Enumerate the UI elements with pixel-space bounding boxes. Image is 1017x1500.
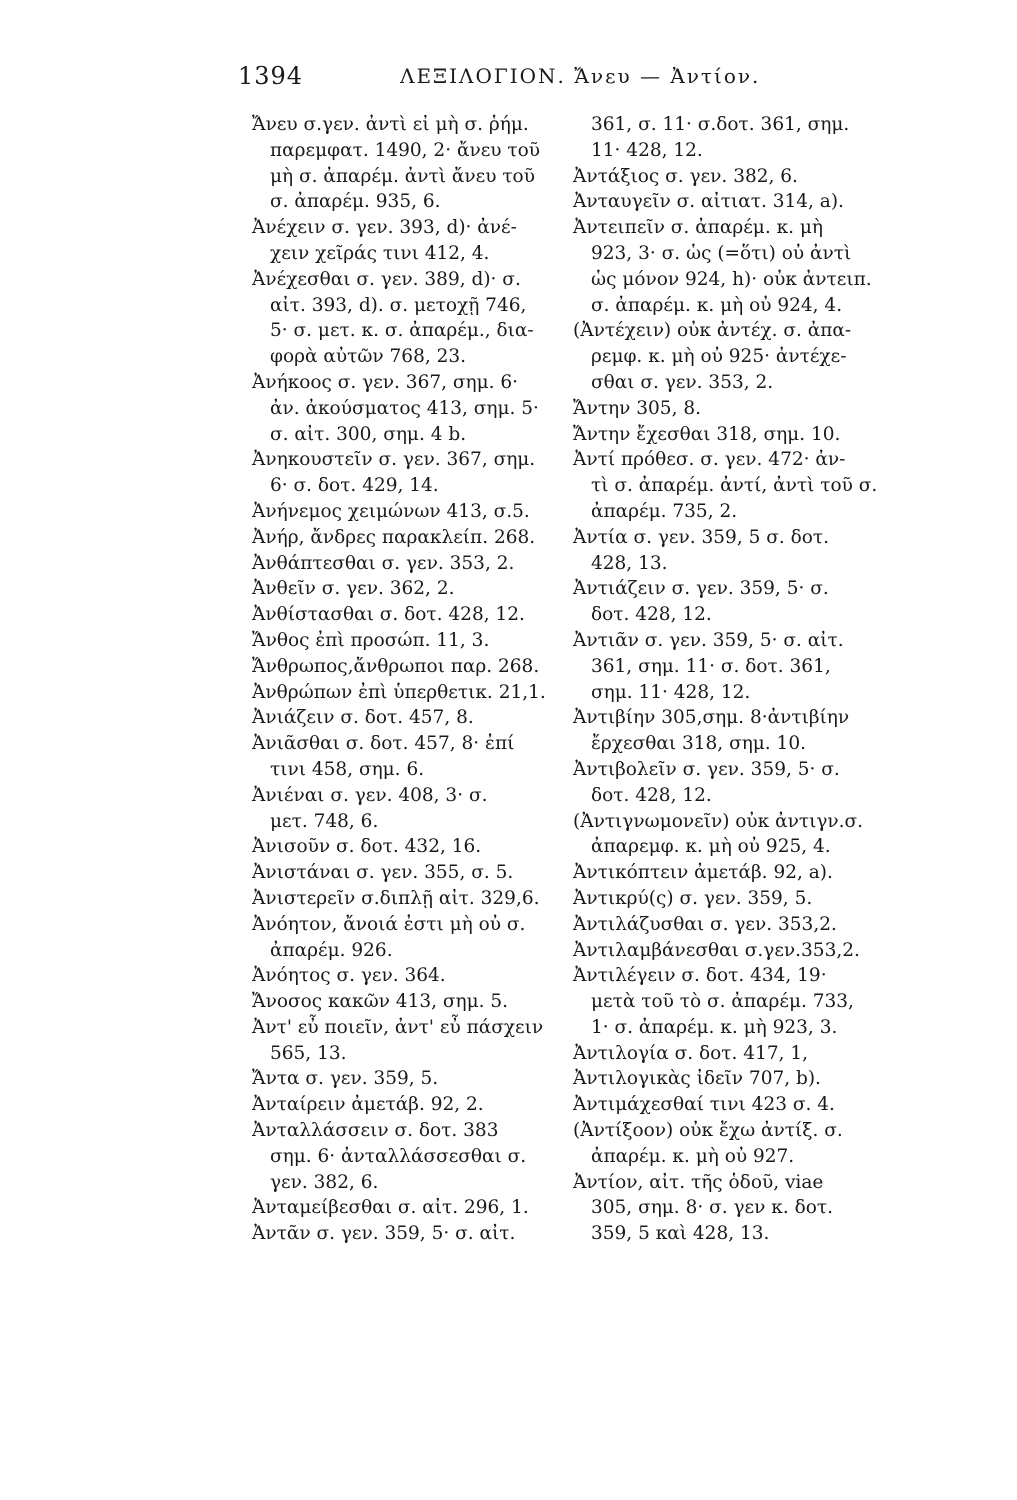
index-line: Ἀντιβολεῖν σ. γεν. 359, 5· σ. — [573, 758, 840, 780]
index-line: σ. ἀπαρέμ. κ. μὴ οὐ 924, 4. — [591, 294, 843, 316]
index-line: Ἀντικόπτειν ἀμετάβ. 92, a). — [573, 862, 833, 884]
index-line: σημ. 11· 428, 12. — [591, 681, 751, 703]
index-line: Ἀνιέναι σ. γεν. 408, 3· σ. — [252, 784, 488, 806]
index-line: Ἄντην ἔχεσθαι 318, σημ. 10. — [573, 423, 841, 445]
index-line: Ἄνθρωπος,ἄνθρωποι παρ. 268. — [252, 655, 540, 677]
index-line: Ἄνοσος κακῶν 413, σημ. 5. — [252, 991, 509, 1013]
index-line: ὡς μόνον 924, h)· οὐκ ἀντειπ. — [591, 268, 872, 290]
index-line: Ἀνθεῖν σ. γεν. 362, 2. — [252, 578, 455, 600]
index-line: Ἀνήνεμος χειμώνων 413, σ.5. — [252, 500, 530, 522]
index-line: Ἀντιλάζυσθαι σ. γεν. 353,2. — [573, 913, 837, 935]
index-line: (Ἀντέχειν) οὐκ ἀντέχ. σ. ἀπα- — [573, 320, 852, 342]
index-line: Ἀνθίστασθαι σ. δοτ. 428, 12. — [252, 604, 525, 626]
index-line: Ἄντην 305, 8. — [573, 397, 701, 419]
index-line: 5· σ. μετ. κ. σ. ἀπαρέμ., δια- — [270, 320, 534, 342]
index-line: Ἀνισοῦν σ. δοτ. 432, 16. — [252, 836, 482, 858]
index-line: σ. αἰτ. 300, σημ. 4 b. — [270, 423, 467, 445]
index-line: τινι 458, σημ. 6. — [270, 758, 425, 780]
index-line: Ἀνιστάναι σ. γεν. 355, σ. 5. — [252, 862, 514, 884]
index-line: 361, σ. 11· σ.δοτ. 361, σημ. — [591, 114, 850, 135]
index-line: μὴ σ. ἀπαρέμ. ἀντὶ ἄνευ τοῦ — [270, 165, 535, 187]
index-line: Ἀνήρ, ἄνδρες παρακλείπ. 268. — [252, 526, 536, 548]
index-line: 11· 428, 12. — [591, 139, 703, 161]
index-line: Ἀνήκοος σ. γεν. 367, σημ. 6· — [252, 371, 519, 393]
index-line: Ἀνιᾶσθαι σ. δοτ. 457, 8· ἐπί — [252, 733, 515, 755]
index-line: γεν. 382, 6. — [270, 1171, 379, 1193]
right-column — [573, 112, 923, 1247]
index-line: Ἀντιᾶν σ. γεν. 359, 5· σ. αἰτ. — [573, 629, 844, 651]
index-line: Ἀνταίρειν ἀμετάβ. 92, 2. — [252, 1094, 484, 1116]
index-line: Ἀνθάπτεσθαι σ. γεν. 353, 2. — [252, 552, 515, 574]
index-line: αἰτ. 393, d). σ. μετοχῇ 746, — [270, 294, 527, 316]
index-line: 1· σ. ἀπαρέμ. κ. μὴ 923, 3. — [591, 1016, 838, 1038]
index-line: χειν χεῖράς τινι 412, 4. — [270, 242, 490, 264]
page-header — [0, 62, 1017, 96]
index-line: (Ἀντίξοον) οὐκ ἔχω ἀντίξ. σ. — [573, 1120, 843, 1142]
index-line: Ἀντ' εὖ ποιεῖν, ἀντ' εὖ πάσχειν — [252, 1016, 544, 1038]
index-line: Ἀνταμείβεσθαι σ. αἰτ. 296, 1. — [252, 1197, 529, 1219]
index-line: Ἀνέχεσθαι σ. γεν. 389, d)· σ. — [252, 268, 521, 290]
index-line: Ἀντία σ. γεν. 359, 5 σ. δοτ. — [573, 526, 830, 548]
page-number: 1394 — [238, 62, 304, 90]
index-line: ἔρχεσθαι 318, σημ. 10. — [591, 733, 806, 755]
index-line: 6· σ. δοτ. 429, 14. — [270, 475, 439, 497]
index-line: Ἀνιστερεῖν σ.διπλῇ αἰτ. 329,6. — [252, 887, 540, 909]
index-line: ἀπαρέμ. κ. μὴ οὐ 927. — [591, 1145, 795, 1167]
index-line: Ἀντιβίην 305,σημ. 8·ἀντιβίην — [573, 707, 850, 729]
left-column — [252, 112, 568, 1247]
index-line: Ἀντίον, αἰτ. τῆς ὁδοῦ, viae — [573, 1171, 824, 1193]
index-line: Ἄνθος ἐπὶ προσώπ. 11, 3. — [252, 629, 490, 651]
index-line: 428, 13. — [591, 552, 668, 574]
index-line: 565, 13. — [270, 1042, 347, 1064]
index-line: Ἀντιμάχεσθαί τινι 423 σ. 4. — [573, 1094, 835, 1116]
index-line: παρεμφατ. 1490, 2· ἄνευ τοῦ — [270, 139, 541, 161]
running-title: ΛΕΞΙΛΟΓΙΟΝ. Ἄνευ — Ἀντίον. — [400, 64, 761, 88]
index-line: Ἀντιλογία σ. δοτ. 417, 1, — [573, 1042, 809, 1064]
index-line: τὶ σ. ἀπαρέμ. ἀντί, ἀντὶ τοῦ σ. — [591, 475, 878, 497]
index-line: Ἀνόητον, ἄνοιά ἐστι μὴ οὐ σ. — [252, 913, 526, 935]
index-line: σ. ἀπαρέμ. 935, 6. — [270, 191, 441, 213]
index-line: Ἀντιάζειν σ. γεν. 359, 5· σ. — [573, 578, 829, 600]
index-line: Ἀντιλέγειν σ. δοτ. 434, 19· — [573, 965, 827, 987]
index-line: Ἀνέχειν σ. γεν. 393, d)· ἀνέ- — [252, 217, 517, 239]
index-line: Ἀνθρώπων ἐπὶ ὑπερθετικ. 21,1. — [252, 681, 546, 703]
index-line: (Ἀντιγνωμονεῖν) οὐκ ἀντιγν.σ. — [573, 810, 864, 832]
index-line: 305, σημ. 8· σ. γεν κ. δοτ. — [591, 1197, 833, 1219]
index-line: Ἀντιλογικὰς ἰδεῖν 707, b). — [573, 1068, 821, 1090]
index-line: Ἄντα σ. γεν. 359, 5. — [252, 1068, 439, 1090]
index-line: ἀν. ἀκούσματος 413, σημ. 5· — [270, 397, 539, 419]
index-line: δοτ. 428, 12. — [591, 784, 712, 806]
index-line: Ἀντᾶν σ. γεν. 359, 5· σ. αἰτ. — [252, 1223, 516, 1245]
index-line: ἀπαρέμ. 735, 2. — [591, 500, 738, 522]
index-line: Ἀνηκουστεῖν σ. γεν. 367, σημ. — [252, 449, 536, 471]
index-line: Ἀνταλλάσσειν σ. δοτ. 383 — [252, 1120, 499, 1142]
index-line: Ἀντειπεῖν σ. ἀπαρέμ. κ. μὴ — [573, 217, 824, 239]
index-line: Ἀντάξιος σ. γεν. 382, 6. — [573, 165, 798, 187]
index-line: Ἀνιάζειν σ. δοτ. 457, 8. — [252, 707, 474, 729]
index-line: 361, σημ. 11· σ. δοτ. 361, — [591, 655, 831, 677]
index-line: Ἀντικρύ(ς) σ. γεν. 359, 5. — [573, 887, 813, 909]
index-line: Ἄνευ σ.γεν. ἀντὶ εἰ μὴ σ. ῥήμ. — [252, 114, 529, 135]
index-line: σθαι σ. γεν. 353, 2. — [591, 371, 774, 393]
index-line: μετ. 748, 6. — [270, 810, 379, 832]
index-line: Ἀντιλαμβάνεσθαι σ.γεν.353,2. — [573, 939, 860, 961]
index-line: ρεμφ. κ. μὴ οὐ 925· ἀντέχε- — [591, 346, 847, 368]
index-line: ἀπαρεμφ. κ. μὴ οὐ 925, 4. — [591, 836, 831, 858]
index-line: 359, 5 καὶ 428, 13. — [591, 1223, 770, 1245]
index-line: μετὰ τοῦ τὸ σ. ἀπαρέμ. 733, — [591, 991, 854, 1013]
index-line: ἀπαρέμ. 926. — [270, 939, 393, 961]
index-line: δοτ. 428, 12. — [591, 604, 712, 626]
index-line: 923, 3· σ. ὡς (=ὅτι) οὐ ἀντὶ — [591, 242, 852, 264]
index-line: φορὰ αὐτῶν 768, 23. — [270, 346, 467, 368]
index-line: σημ. 6· ἀνταλλάσσεσθαι σ. — [270, 1145, 527, 1167]
index-line: Ἀνόητος σ. γεν. 364. — [252, 965, 446, 987]
index-line: Ἀνταυγεῖν σ. αἰτιατ. 314, a). — [573, 191, 844, 213]
index-line: Ἀντί πρόθεσ. σ. γεν. 472· ἀν- — [573, 449, 846, 471]
